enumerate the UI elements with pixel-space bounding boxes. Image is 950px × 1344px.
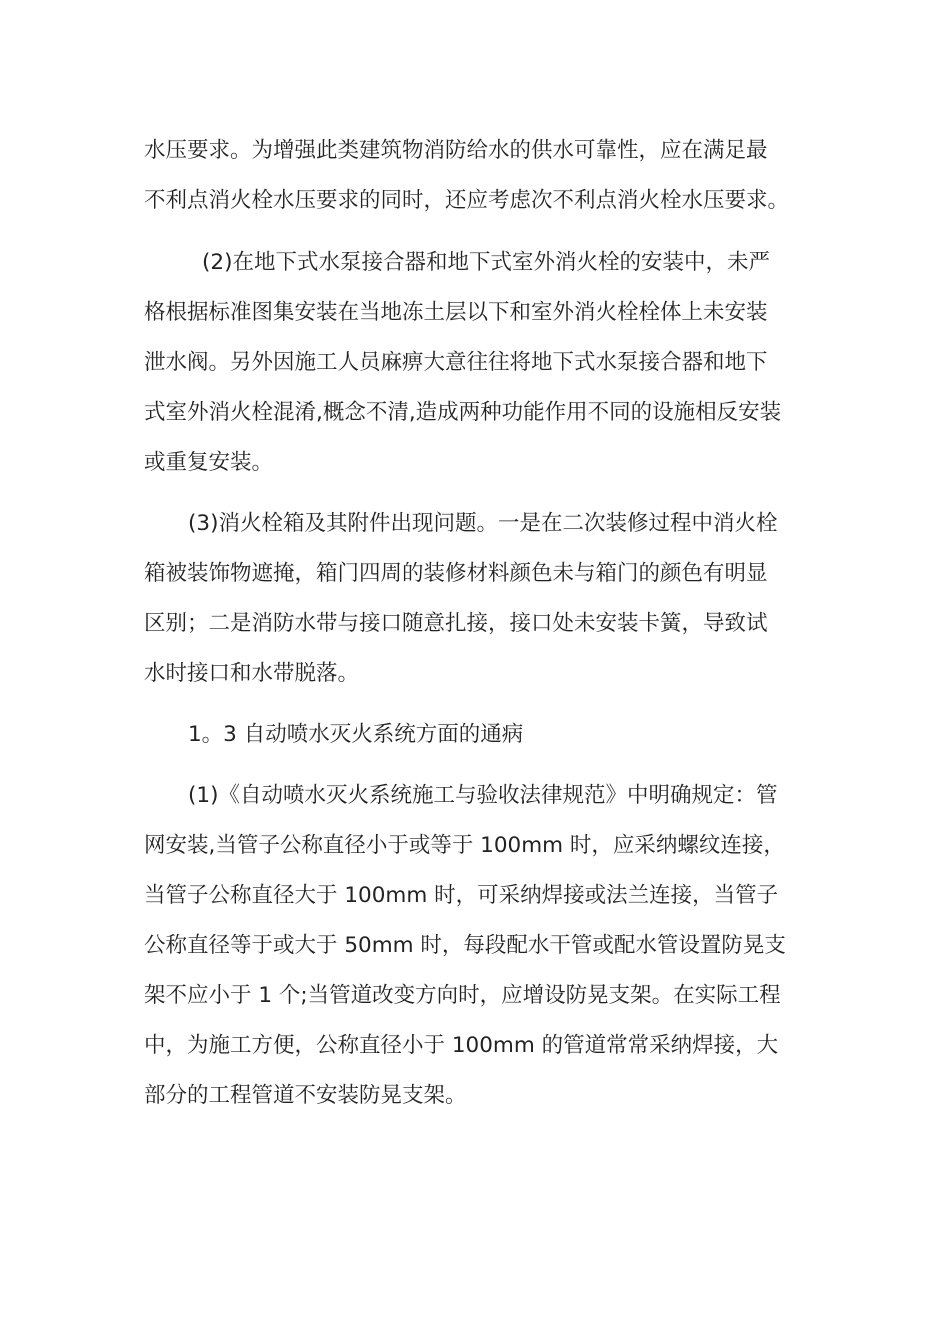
text-line: 水时接口和水带脱落。 xyxy=(144,661,360,686)
text-line: (2)在地下式水泵接合器和地下式室外消火栓的安装中，未严 xyxy=(202,250,770,275)
text-line: (3)消火栓箱及其附件出现问题。一是在二次装修过程中消火栓 xyxy=(188,511,778,536)
text-line: 区别；二是消防水带与接口随意扎接，接口处未安装卡簧，导致试 xyxy=(144,611,768,636)
text-line: 中，为施工方便，公称直径小于 100mm 的管道常常采纳焊接，大 xyxy=(144,1033,779,1058)
text-line: 水压要求。为增强此类建筑物消防给水的供水可靠性，应在满足最 xyxy=(144,138,768,163)
section-heading: 1。3 自动喷水灭火系统方面的通病 xyxy=(188,722,524,747)
text-line: 格根据标准图集安装在当地冻土层以下和室外消火栓栓体上未安装 xyxy=(144,300,768,325)
text-line: 架不应小于 1 个;当管道改变方向时，应增设防晃支架。在实际工程 xyxy=(144,983,781,1008)
text-line: 网安装,当管子公称直径小于或等于 100mm 时，应采纳螺纹连接， xyxy=(144,833,785,858)
text-line: 式室外消火栓混淆,概念不清,造成两种功能作用不同的设施相反安装 xyxy=(144,400,782,425)
text-line: 当管子公称直径大于 100mm 时，可采纳焊接或法兰连接，当管子 xyxy=(144,883,779,908)
text-line: 公称直径等于或大于 50mm 时，每段配水干管或配水管设置防晃支 xyxy=(144,933,786,958)
text-line: (1)《自动喷水灭火系统施工与验收法律规范》中明确规定：管 xyxy=(188,783,778,808)
text-line: 部分的工程管道不安装防晃支架。 xyxy=(144,1083,467,1108)
text-line: 箱被装饰物遮掩，箱门四周的装修材料颜色未与箱门的颜色有明显 xyxy=(144,561,768,586)
text-line: 泄水阀。另外因施工人员麻痹大意往往将地下式水泵接合器和地下 xyxy=(144,350,768,375)
text-line: 不利点消火栓水压要求的同时，还应考虑次不利点消火栓水压要求。 xyxy=(144,188,790,213)
text-line: 或重复安装。 xyxy=(144,450,274,475)
